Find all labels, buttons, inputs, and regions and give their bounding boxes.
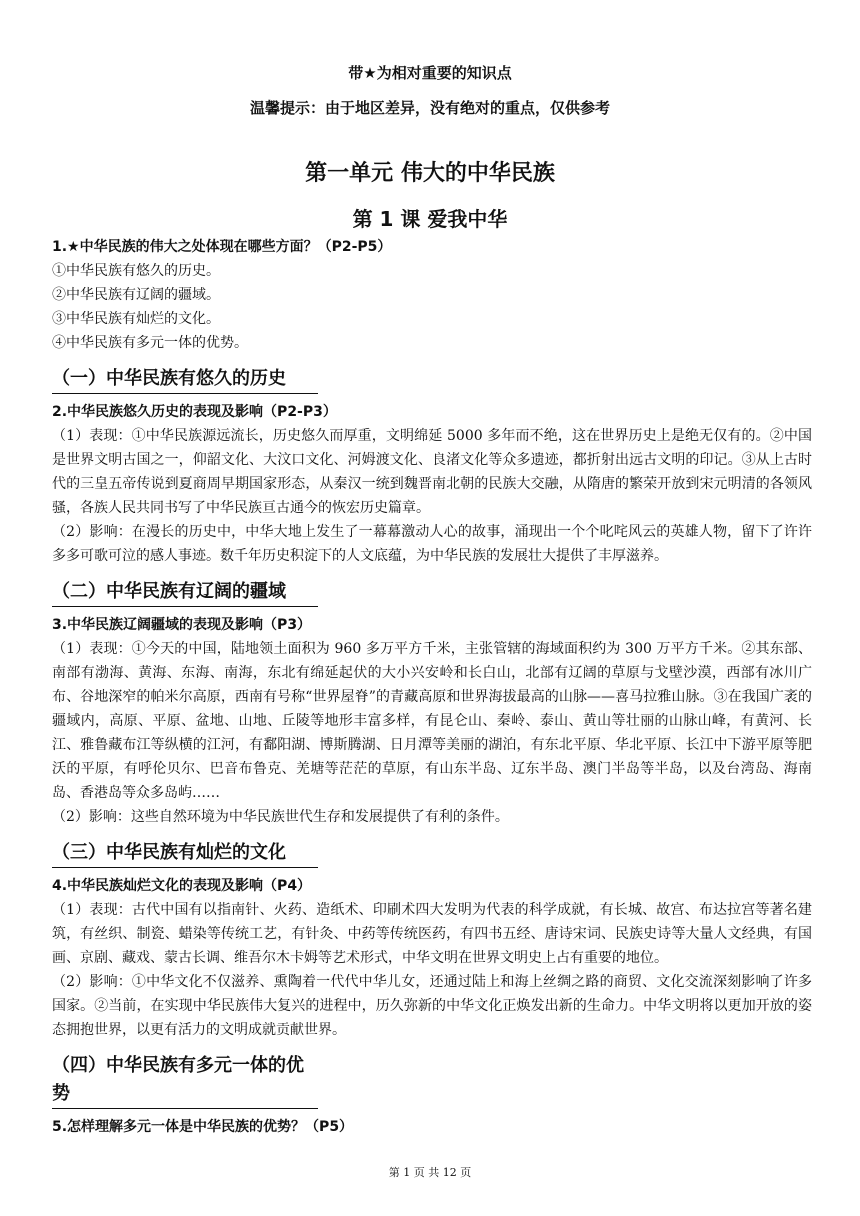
- question-3: 3.中华民族辽阔疆域的表现及影响（P3）: [52, 617, 312, 633]
- paragraph: （1）表现：古代中国有以指南针、火药、造纸术、印刷术四大发明为代表的科学成就，有长城、故宫、布达拉宫等著名建筑，有丝织、制瓷、蜡染等传统工艺，有针灸、中药等传统医药，有四书五经、唐诗宋词、民族史诗等大量人文经典，有国画、京剧、藏戏、蒙古长调、维吾尔木卡姆等艺术形式，中华文明在世界文明史上占有重要的地位。: [52, 902, 812, 966]
- paragraph: （2）影响：在漫长的历史中，中华大地上发生了一幕幕激动人心的故事，涌现出一个个叱咤风云的英雄人物，留下了许许多多可歌可泣的感人事迹。数千年历史积淀下的人文底蕴，为中华民族的发展壮大提供了丰厚滋养。: [52, 524, 812, 564]
- content-body: [52, 235, 812, 1139]
- question-2: 2.中华民族悠久历史的表现及影响（P2-P3）: [52, 404, 337, 420]
- section-heading-unity: （四）中华民族有多元一体的优势: [52, 1052, 318, 1109]
- section-heading-history: （一）中华民族有悠久的历史: [52, 365, 318, 394]
- q1-item: ①中华民族有悠久的历史。: [52, 263, 220, 279]
- paragraph: （1）表现：①中华民族源远流长，历史悠久而厚重，文明绵延 5000 多年而不绝，这在世界历史上是绝无仅有的。②中国是世界文明古国之一，仰韶文化、大汶口文化、河姆渡文化、良渚文化等众多遗迹，都折射出远古文明的印记。③从上古时代的三皇五帝传说到夏商周早期国家形态，从秦汉一统到魏晋南北朝的民族大交融，从隋唐的繁荣开放到宋元明清的各领风骚，各族人民共同书写了中华民族亘古通今的恢宏历史篇章。: [52, 428, 812, 516]
- section-heading-territory: （二）中华民族有辽阔的疆域: [52, 578, 318, 607]
- question-4: 4.中华民族灿烂文化的表现及影响（P4）: [52, 878, 312, 894]
- unit-title: 第一单元 伟大的中华民族: [305, 161, 555, 186]
- paragraph: （1）表现：①今天的中国，陆地领土面积为 960 多万平方千米，主张管辖的海域面积约为 300 万平方千米。②其东部、南部有渤海、黄海、东海、南海，东北有绵延起伏的大小兴安岭和长白山，北部有辽阔的草原与戈壁沙漠，西部有冰川广布、谷地深窄的帕米尔高原，西南有号称“世界屋脊”的青藏高原和世界海拔最高的山脉——喜马拉雅山脉。③在我国广袤的疆域内，高原、平原、盆地、山地、丘陵等地形丰富多样，有昆仑山、秦岭、泰山、黄山等壮丽的山脉山峰，有黄河、长江、雅鲁藏布江等纵横的江河，有鄱阳湖、博斯腾湖、日月潭等美丽的湖泊，有东北平原、华北平原、长江中下游平原等肥沃的平原，有呼伦贝尔、巴音布鲁克、羌塘等茫茫的草原，有山东半岛、辽东半岛、澳门半岛等半岛，以及台湾岛、海南岛、香港岛等众多岛屿……: [52, 641, 812, 801]
- q1-item: ④中华民族有多元一体的优势。: [52, 335, 248, 351]
- paragraph: （2）影响：①中华文化不仅滋养、熏陶着一代代中华儿女，还通过陆上和海上丝绸之路的商贸、文化交流深刻影响了许多国家。②当前，在实现中华民族伟大复兴的进程中，历久弥新的中华文化正焕发出新的生命力。中华文明将以更加开放的姿态拥抱世界，以更有活力的文明成就贡献世界。: [52, 974, 812, 1038]
- lesson-title: 第 1 课 爱我中华: [352, 207, 508, 231]
- tip-note: 温馨提示：由于地区差异，没有绝对的重点，仅供参考: [249, 99, 610, 117]
- paragraph: （2）影响：这些自然环境为中华民族世代生存和发展提供了有利的条件。: [52, 809, 509, 825]
- question-1: 1.★中华民族的伟大之处体现在哪些方面？（P2-P5）: [52, 239, 392, 255]
- important-note: 带★为相对重要的知识点: [348, 64, 512, 82]
- question-5: 5.怎样理解多元一体是中华民族的优势？（P5）: [52, 1119, 354, 1135]
- q1-item: ③中华民族有灿烂的文化。: [52, 311, 220, 327]
- q1-item: ②中华民族有辽阔的疆域。: [52, 287, 220, 303]
- page-footer: 第 1 页 共 12 页: [388, 1166, 472, 1179]
- section-heading-culture: （三）中华民族有灿烂的文化: [52, 839, 318, 868]
